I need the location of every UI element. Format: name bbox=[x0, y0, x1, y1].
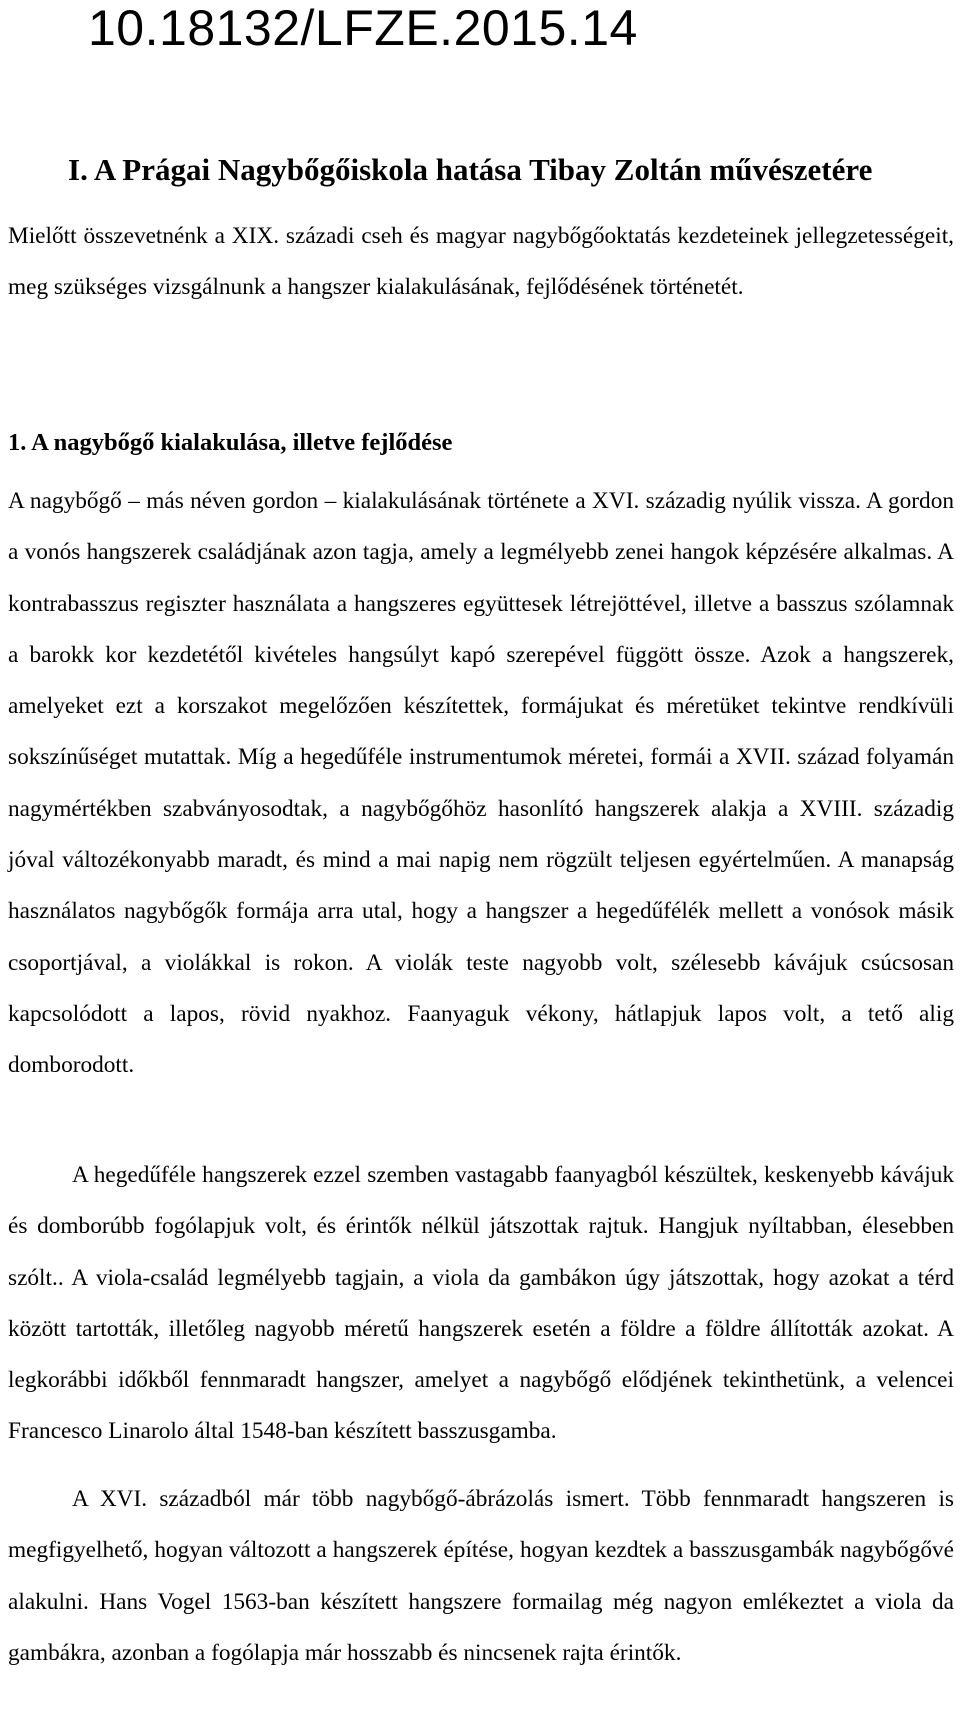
body-paragraph-1: A nagybőgő – más néven gordon – kialakulásának története a XVI. századig nyúlik vissza. A gordon a vonós hangszerek családjának azon tagja, amely a legmélyebb zenei hangok képzésére alkalmas. A kontrabasszus regiszter használata a hangszeres együttesek létrejöttével, illetve a basszus szólamnak a barokk kor kezdetétől kivételes hangsúlyt kapó szerepével függött össze. Azok a hangszerek, amelyeket ezt a korszakot megelőzően készítettek, formájukat és méretüket tekintve rendkívüli sokszínűséget mutattak. Míg a hegedűféle instrumentumok méretei, formái a XVII. század folyamán nagymértékben szabványosodtak, a nagybőgőhöz hasonlító hangszerek alakja a XVIII. századig jóval változékonyabb maradt, és mind a mai napig nem rögzült teljesen egyértelműen. A manapság használatos nagybőgők formája arra utal, hogy a hangszer a hegedűfélék mellett a vonósok másik csoportjával, a violákkal is rokon. A violák teste nagyobb volt, szélesebb kávájuk csúcsosan kapcsolódott a lapos, rövid nyakhoz. Faanyaguk vékony, hátlapjuk lapos volt, a tető alig domborodott. bbox=[8, 488, 954, 1079]
intro-paragraph: Mielőtt összevetnénk a XIX. századi cseh és magyar nagybőgőoktatás kezdeteinek jellegzetességeit, meg szükséges vizsgálnunk a hangszer kialakulásának, fejlődésének történetét. bbox=[8, 223, 954, 300]
body-paragraph-2: A hegedűféle hangszerek ezzel szemben vastagabb faanyagból készültek, keskenyebb kávájuk és domborúbb fogólapjuk volt, és érintők nélkül játszottak rajtuk. Hangjuk nyíltabban, élesebben szólt.. A viola-család legmélyebb tagjain, a viola da gambákon úgy játszottak, hogy azokat a térd között tartották, illetőleg nagyobb méretű hangszerek esetén a földre a földre állították azokat. A legkorábbi időkből fennmaradt hangszer, amelyet a nagybőgő elődjének tekinthetünk, a velencei Francesco Linarolo által 1548-ban készített basszusgamba. bbox=[8, 1162, 954, 1445]
body-paragraph-3: A XVI. századból már több nagybőgő-ábrázolás ismert. Több fennmaradt hangszeren is megfigyelhető, hogyan változott a hangszerek építése, hogyan kezdtek a basszusgambák nagybőgővé alakulni. Hans Vogel 1563-ban készített hangszere formailag még nagyon emlékeztet a viola da gambákra, azonban a fogólapja már hosszabb és nincsenek rajta érintők. bbox=[8, 1486, 954, 1666]
doi-header: 10.18132/LFZE.2015.14 bbox=[88, 0, 638, 56]
chapter-title: I. A Prágai Nagybőgőiskola hatása Tibay Zoltán művészetére bbox=[68, 152, 873, 187]
section-title: 1. A nagybőgő kialakulása, illetve fejlődése bbox=[8, 429, 453, 456]
